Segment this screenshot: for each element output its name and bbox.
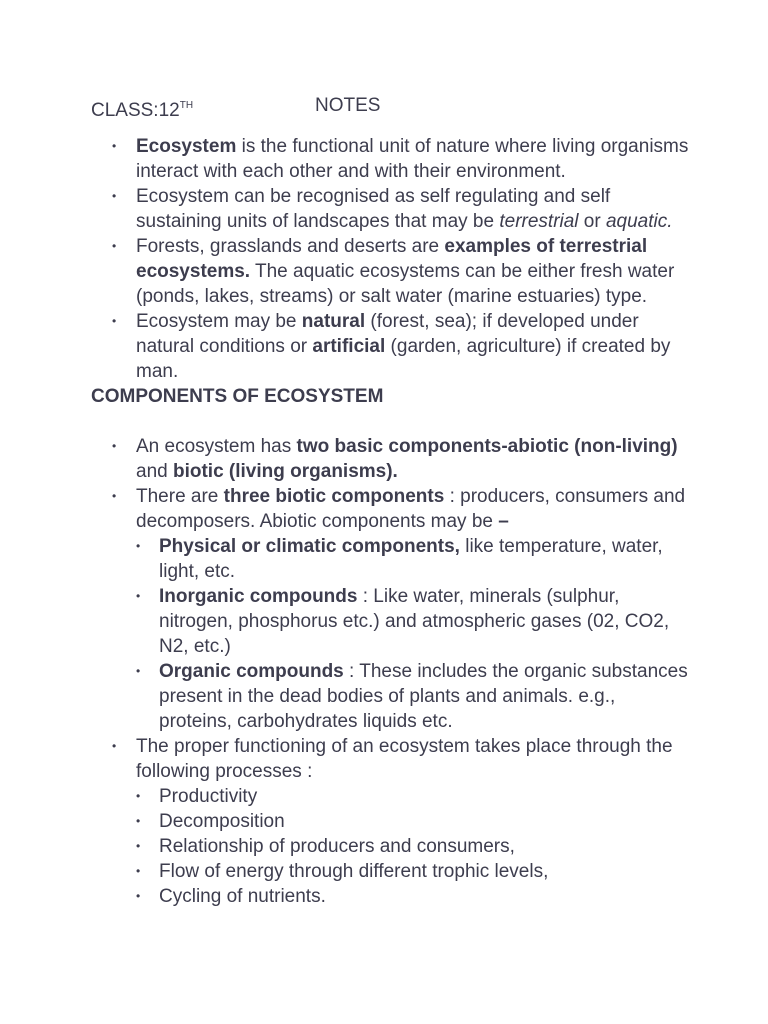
list-item: • Ecosystem can be recognised as self regulating and self sustaining units of landscapes that may be terrestrial or aquatic. bbox=[91, 184, 691, 234]
process-intro-list bbox=[91, 734, 691, 784]
processes-sublist bbox=[91, 784, 691, 909]
abiotic-sublist bbox=[91, 534, 691, 734]
section-heading: COMPONENTS OF ECOSYSTEM bbox=[91, 386, 384, 407]
notes-label: NOTES bbox=[315, 95, 381, 116]
sublist-item: • Productivity bbox=[91, 784, 691, 809]
list-item: • Ecosystem may be natural (forest, sea); if developed under natural conditions or artificial (garden, agriculture) if created by man. bbox=[91, 309, 691, 384]
document-body bbox=[91, 134, 691, 909]
sublist-item: • Cycling of nutrients. bbox=[91, 884, 691, 909]
sublist-item: • Relationship of producers and consumers, bbox=[91, 834, 691, 859]
list-item: • An ecosystem has two basic components-abiotic (non-living) and biotic (living organisms). bbox=[91, 434, 691, 484]
list-item: • Forests, grasslands and deserts are examples of terrestrial ecosystems. The aquatic ecosystems can be either fresh water (ponds, lakes, streams) or salt water (marine estuaries) type. bbox=[91, 234, 691, 309]
document-header bbox=[91, 94, 381, 123]
list-item: • The proper functioning of an ecosystem takes place through the following processes : bbox=[91, 734, 691, 784]
components-list bbox=[91, 434, 691, 534]
sublist-item: • Decomposition bbox=[91, 809, 691, 834]
list-item: • There are three biotic components : producers, consumers and decomposers. Abiotic components may be – bbox=[91, 484, 691, 534]
sublist-item: • Inorganic compounds : Like water, minerals (sulphur, nitrogen, phosphorus etc.) and atmospheric gases (02, CO2, N2, etc.) bbox=[91, 584, 691, 659]
intro-list bbox=[91, 134, 691, 384]
list-item: • Ecosystem is the functional unit of nature where living organisms interact with each other and with their environment. bbox=[91, 134, 691, 184]
class-label: CLASS:12TH bbox=[91, 100, 194, 121]
sublist-item: • Physical or climatic components, like temperature, water, light, etc. bbox=[91, 534, 691, 584]
class-superscript: TH bbox=[179, 100, 194, 111]
sublist-item: • Organic compounds : These includes the organic substances present in the dead bodies of plants and animals. e.g., proteins, carbohydrates liquids etc. bbox=[91, 659, 691, 734]
sublist-item: • Flow of energy through different trophic levels, bbox=[91, 859, 691, 884]
